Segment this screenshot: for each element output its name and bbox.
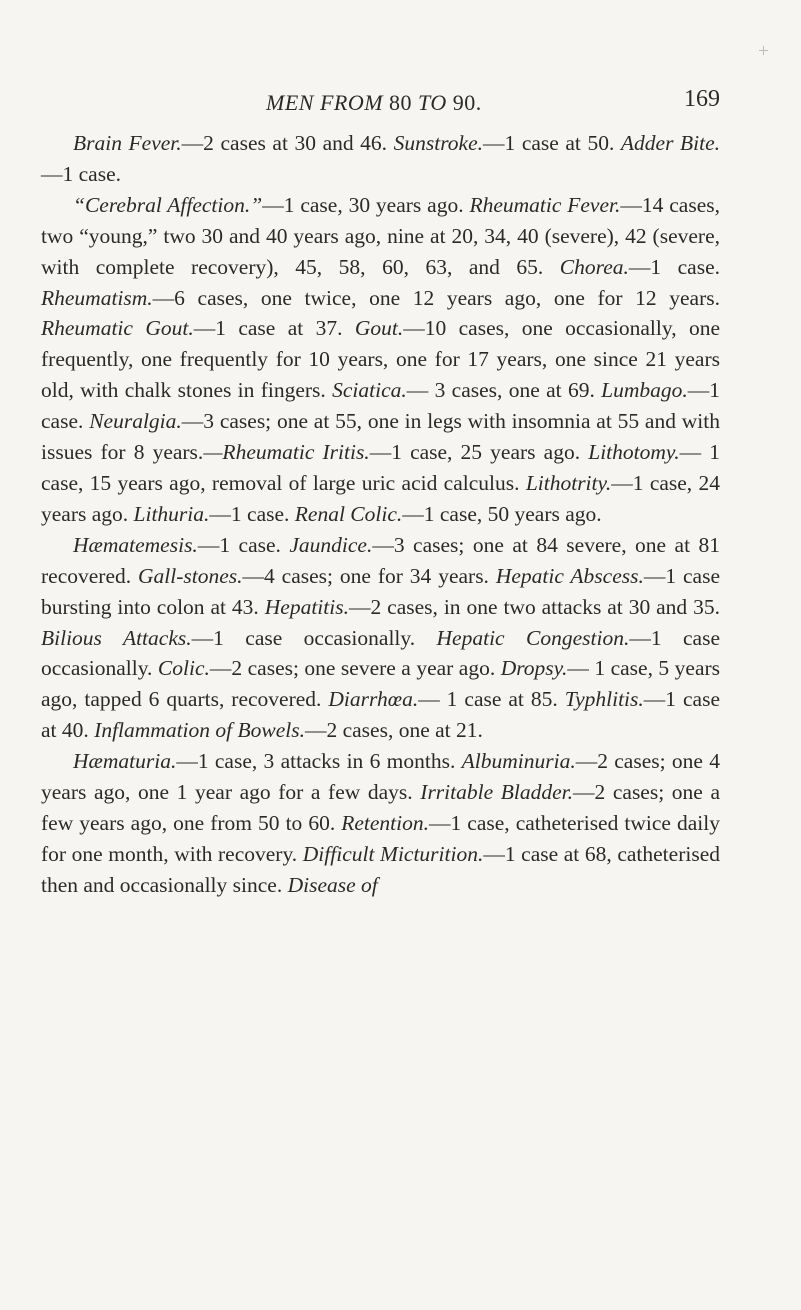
case-description: —10 cases, one occasionally, one frequently, one frequently for 10 years, one for 17 years, one since 21 years old, with chalk stones in fingers.: [41, 316, 721, 403]
condition-term: Lithotrity.: [525, 470, 612, 495]
case-description: —1 case, 25 years ago.: [369, 440, 589, 465]
condition-term: Rheumatism.: [41, 285, 153, 310]
condition-term: Lithotomy.: [588, 440, 680, 465]
case-description: —1 case, 24 years ago.: [41, 470, 721, 526]
case-description: —1 case, 30 years ago.: [262, 192, 470, 217]
case-description: —4 cases; one for 34 years.: [242, 563, 496, 588]
case-description: —1 case.: [628, 254, 721, 279]
paragraph: [41, 746, 720, 901]
running-title: [266, 90, 482, 116]
case-description: —2 cases at 30 and 46.: [181, 131, 394, 155]
condition-term: Diarrhœa.: [328, 687, 419, 712]
condition-term: Hepatic Congestion.: [436, 625, 630, 650]
condition-term: Inflammation of Bowels.: [94, 718, 305, 743]
condition-term: Colic.: [157, 656, 210, 681]
case-description: —6 cases, one twice, one 12 years ago, one for 12 years.: [152, 285, 720, 310]
case-description: —1 case.: [197, 532, 290, 557]
running-head: [40, 86, 720, 118]
case-description: — 1 case at 85.: [418, 687, 565, 712]
crop-mark-icon: [759, 46, 768, 55]
condition-term: Typhlitis.: [564, 687, 644, 712]
running-title-part: 80: [389, 90, 413, 115]
condition-term: Renal Colic.: [294, 501, 403, 526]
paragraph: [41, 128, 720, 190]
condition-term: Disease of: [287, 872, 378, 897]
case-description: —2 cases, in one two attacks at 30 and 35.: [348, 594, 720, 619]
case-description: —1 case at 40.: [41, 687, 720, 743]
condition-term: “Cerebral Affection.”: [73, 192, 263, 217]
condition-term: Albuminuria.: [461, 749, 576, 774]
case-description: —1 case.: [41, 378, 721, 434]
case-description: —1 case, catheterised twice daily for one month, with recovery.: [41, 810, 720, 866]
case-description: —3 cases; one at 55, one in legs with insomnia at 55 and with issues for 8 years.: [41, 409, 720, 465]
condition-term: Chorea.: [559, 254, 629, 279]
case-description: —1 case occasionally.: [191, 625, 437, 650]
case-description: —3 cases; one at 84 severe, one at 81 recovered.: [41, 532, 721, 588]
case-description: —1 case at 37.: [193, 316, 355, 341]
condition-term: Irritable Bladder.: [420, 780, 573, 805]
page-number: 169: [684, 86, 720, 112]
condition-term: Adder Bite.: [620, 131, 721, 155]
condition-term: Rheumatic Gout.: [41, 316, 194, 341]
case-description: —2 cases; one severe a year ago.: [209, 656, 501, 681]
condition-term: Sciatica.: [332, 378, 407, 403]
case-description: —2 cases, one at 21.: [304, 718, 483, 743]
condition-term: Hæmatemesis.: [73, 532, 198, 557]
case-description: —1 case, 3 attacks in 6 months.: [176, 749, 462, 774]
condition-term: Lumbago.: [601, 378, 688, 403]
case-description: —1 case.: [209, 501, 295, 526]
case-description: —1 case at 50.: [483, 131, 621, 155]
case-description: —2 cases; one 4 years ago, one 1 year ago for a few days.: [41, 749, 720, 805]
condition-term: Hæmaturia.: [73, 749, 177, 774]
running-title-part: TO: [418, 90, 447, 115]
case-description: —2 cases; one a few years ago, one from 50 to 60.: [41, 780, 720, 835]
condition-term: Jaundice.: [289, 532, 373, 557]
condition-term: Dropsy.: [500, 656, 568, 681]
case-description: —1 case, 50 years ago.: [402, 501, 602, 526]
body-text: [41, 128, 720, 901]
condition-term: Neuralgia.: [89, 409, 182, 434]
condition-term: —Rheumatic Iritis.: [203, 440, 370, 465]
case-description: —1 case occasionally.: [41, 625, 720, 681]
case-description: — 1 case, 5 years ago, tapped 6 quarts, recovered.: [41, 656, 721, 712]
condition-term: Rheumatic Fever.: [469, 192, 621, 217]
condition-term: Bilious Attacks.: [41, 625, 192, 650]
condition-term: Hepatitis.: [264, 594, 349, 619]
condition-term: Brain Fever.: [73, 131, 182, 155]
condition-term: Difficult Micturition.: [302, 841, 484, 866]
paragraph: [41, 530, 720, 746]
case-description: — 3 cases, one at 69.: [406, 378, 602, 403]
paragraph: [41, 190, 720, 530]
running-title-part: MEN FROM: [266, 90, 384, 115]
case-description: —14 cases, two “young,” two 30 and 40 years ago, nine at 20, 34, 40 (severe), 42 (severe, with complete recovery), 45, 58, 60, 63, and 65.: [41, 192, 720, 279]
condition-term: Lithuria.: [133, 501, 210, 526]
case-description: —1 case bursting into colon at 43.: [41, 563, 720, 619]
condition-term: Retention.: [341, 810, 429, 835]
condition-term: Sunstroke.: [393, 131, 483, 155]
case-description: —1 case at 68, catheterised then and occasionally since.: [41, 841, 720, 897]
case-description: —1 case.: [41, 161, 121, 186]
condition-term: Hepatic Abscess.: [495, 563, 644, 588]
case-description: — 1 case, 15 years ago, removal of large uric acid calculus.: [41, 440, 721, 495]
condition-term: Gall-stones.: [138, 563, 243, 588]
running-title-part: 90.: [452, 90, 482, 115]
condition-term: Gout.: [354, 316, 404, 341]
